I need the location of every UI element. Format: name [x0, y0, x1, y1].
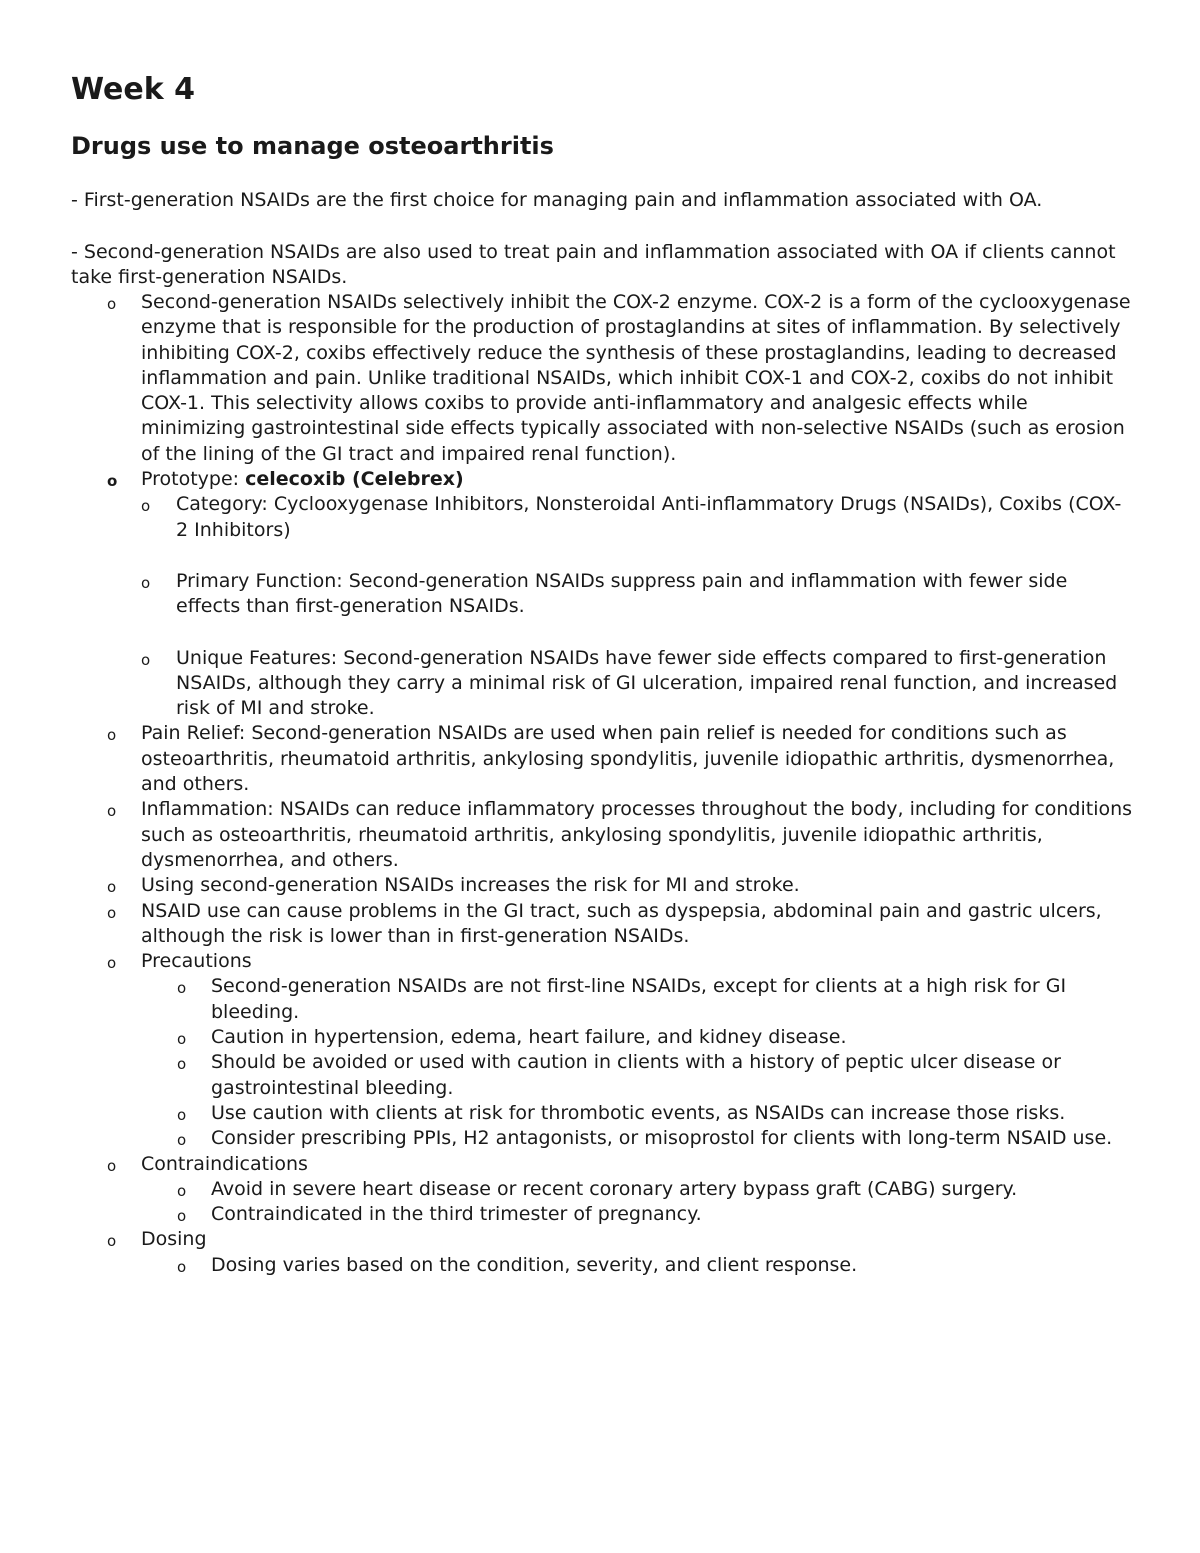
- list-item-mi-risk: [71, 873, 1133, 898]
- list-item-cox2: [71, 290, 1133, 467]
- bullet-icon: o: [107, 954, 117, 973]
- bullet-icon: o: [107, 878, 117, 897]
- list-item-text: Second-generation NSAIDs selectively inhibit the COX-2 enzyme. COX-2 is a form of the cyclooxygenase enzyme that is responsible for the production of prostaglandins at sites of inflammation. By selectively inhibiting COX-2, coxibs effectively reduce the synthesis of these prostaglandins, leading to decreased inflammation and pain. Unlike traditional NSAIDs, which inhibit COX-1 and COX-2, coxibs do not inhibit COX-1. This selectivity allows coxibs to provide anti-inflammatory and analgesic effects while minimizing gastrointestinal side effects typically associated with non-selective NSAIDs (such as erosion of the lining of the GI tract and impaired renal function).: [141, 291, 1131, 465]
- bullet-icon: o: [177, 1030, 187, 1049]
- list-item-text: Caution in hypertension, edema, heart failure, and kidney disease.: [211, 1026, 847, 1049]
- bullet-icon: o: [141, 573, 151, 592]
- list-item-text: Dosing varies based on the condition, severity, and client response.: [211, 1253, 858, 1276]
- bullet-icon: o: [177, 1105, 187, 1124]
- bullet-icon: o: [177, 1181, 187, 1200]
- bullet-icon: o: [107, 1156, 117, 1175]
- dosing-list: [141, 1253, 1133, 1278]
- list-item-text: Avoid in severe heart disease or recent coronary artery bypass graft (CABG) surgery.: [211, 1177, 1018, 1200]
- list-item-text: Contraindicated in the third trimester of pregnancy.: [211, 1203, 702, 1226]
- bullet-icon: o: [177, 979, 187, 998]
- dosing-label: Dosing: [141, 1228, 207, 1251]
- list-item-precaution: [141, 1025, 1133, 1050]
- list-item-text: Primary Function: Second-generation NSAIDs suppress pain and inflammation with fewer side effects than first-generation NSAIDs.: [176, 569, 1068, 618]
- bullet-icon: o: [107, 1232, 117, 1251]
- list-item-primary-function: [141, 569, 1133, 620]
- contraindications-label: Contraindications: [141, 1152, 308, 1175]
- bullet-icon: o: [177, 1207, 187, 1226]
- bullet-icon: o: [141, 650, 151, 669]
- list-item-text: Using second-generation NSAIDs increases the risk for MI and stroke.: [141, 874, 800, 897]
- list-item-unique-features: [141, 646, 1133, 722]
- main-bullet-list: [71, 290, 1133, 1278]
- list-item-contraindication: [141, 1202, 1133, 1227]
- list-item-text: Category: Cyclooxygenase Inhibitors, Nonsteroidal Anti-inflammatory Drugs (NSAIDs), Coxibs (COX-2 Inhibitors): [176, 493, 1122, 541]
- precautions-label: Precautions: [141, 950, 252, 973]
- bullet-icon: o: [177, 1257, 187, 1276]
- bullet-icon: o: [107, 802, 117, 821]
- prototype-drug: celecoxib (Celebrex): [245, 468, 464, 491]
- list-item-text: Use caution with clients at risk for thrombotic events, as NSAIDs can increase those risks.: [211, 1101, 1066, 1124]
- list-item-prototype: [71, 467, 1133, 721]
- list-item-text: Pain Relief: Second-generation NSAIDs are used when pain relief is needed for conditions such as osteoarthritis, rheumatoid arthritis, ankylosing spondylitis, juvenile idiopathic arthritis, dysmenorrhea, and others.: [141, 722, 1115, 796]
- intro-paragraph-first-gen: - First-generation NSAIDs are the first choice for managing pain and inflammation associated with OA.: [71, 189, 1043, 211]
- list-item-inflammation: [71, 797, 1133, 873]
- list-item-dosing: [71, 1227, 1133, 1278]
- prototype-label: Prototype:: [141, 468, 246, 491]
- precautions-list: [141, 974, 1133, 1151]
- bullet-icon: o: [107, 295, 117, 313]
- list-item-text: Consider prescribing PPIs, H2 antagonists, or misoprostol for clients with long-term NSAID use.: [211, 1127, 1113, 1150]
- page-title: Week 4: [71, 72, 195, 107]
- document-page: [71, 70, 1133, 1278]
- list-item-precaution: [141, 1126, 1133, 1151]
- bullet-icon: o: [107, 472, 118, 491]
- bullet-icon: o: [177, 1055, 187, 1074]
- list-item-precautions: [71, 949, 1133, 1151]
- list-item-text: Should be avoided or used with caution in clients with a history of peptic ulcer disease or gastrointestinal bleeding.: [211, 1051, 1061, 1099]
- list-item-precaution: [141, 1101, 1133, 1126]
- intro-paragraph-second-gen: - Second-generation NSAIDs are also used to treat pain and inflammation associated with OA if clients cannot take first-generation NSAIDs.: [71, 241, 1116, 288]
- bullet-icon: o: [107, 903, 117, 922]
- list-item-precaution: [141, 1050, 1133, 1101]
- section-heading: Drugs use to manage osteoarthritis: [71, 132, 554, 160]
- list-item-text: Second-generation NSAIDs are not first-line NSAIDs, except for clients at a high risk for GI bleeding.: [211, 975, 1067, 1023]
- list-item-text: Unique Features: Second-generation NSAIDs have fewer side effects compared to first-generation NSAIDs, although they carry a minimal risk of GI ulceration, impaired renal function, and increased risk of MI and stroke.: [176, 646, 1118, 720]
- list-item-contraindication: [141, 1177, 1133, 1202]
- list-item-text: Inflammation: NSAIDs can reduce inflammatory processes throughout the body, including for conditions such as osteoarthritis, rheumatoid arthritis, ankylosing spondylitis, juvenile idiopathic arthritis, dysmenorrhea, and others.: [141, 798, 1133, 871]
- list-item-contraindications: [71, 1152, 1133, 1228]
- contraindications-list: [141, 1177, 1133, 1228]
- list-item-pain-relief: [71, 721, 1133, 797]
- prototype-details-list: [141, 492, 1133, 721]
- list-item-dosing-detail: [141, 1253, 1133, 1278]
- bullet-icon: o: [107, 726, 117, 745]
- list-item-category: [141, 492, 1133, 543]
- bullet-icon: o: [141, 497, 151, 516]
- bullet-icon: o: [177, 1131, 187, 1150]
- list-item-text: NSAID use can cause problems in the GI tract, such as dyspepsia, abdominal pain and gastric ulcers, although the risk is lower than in first-generation NSAIDs.: [141, 899, 1102, 947]
- list-item-precaution: [141, 974, 1133, 1025]
- list-item-gi-problems: [71, 899, 1133, 950]
